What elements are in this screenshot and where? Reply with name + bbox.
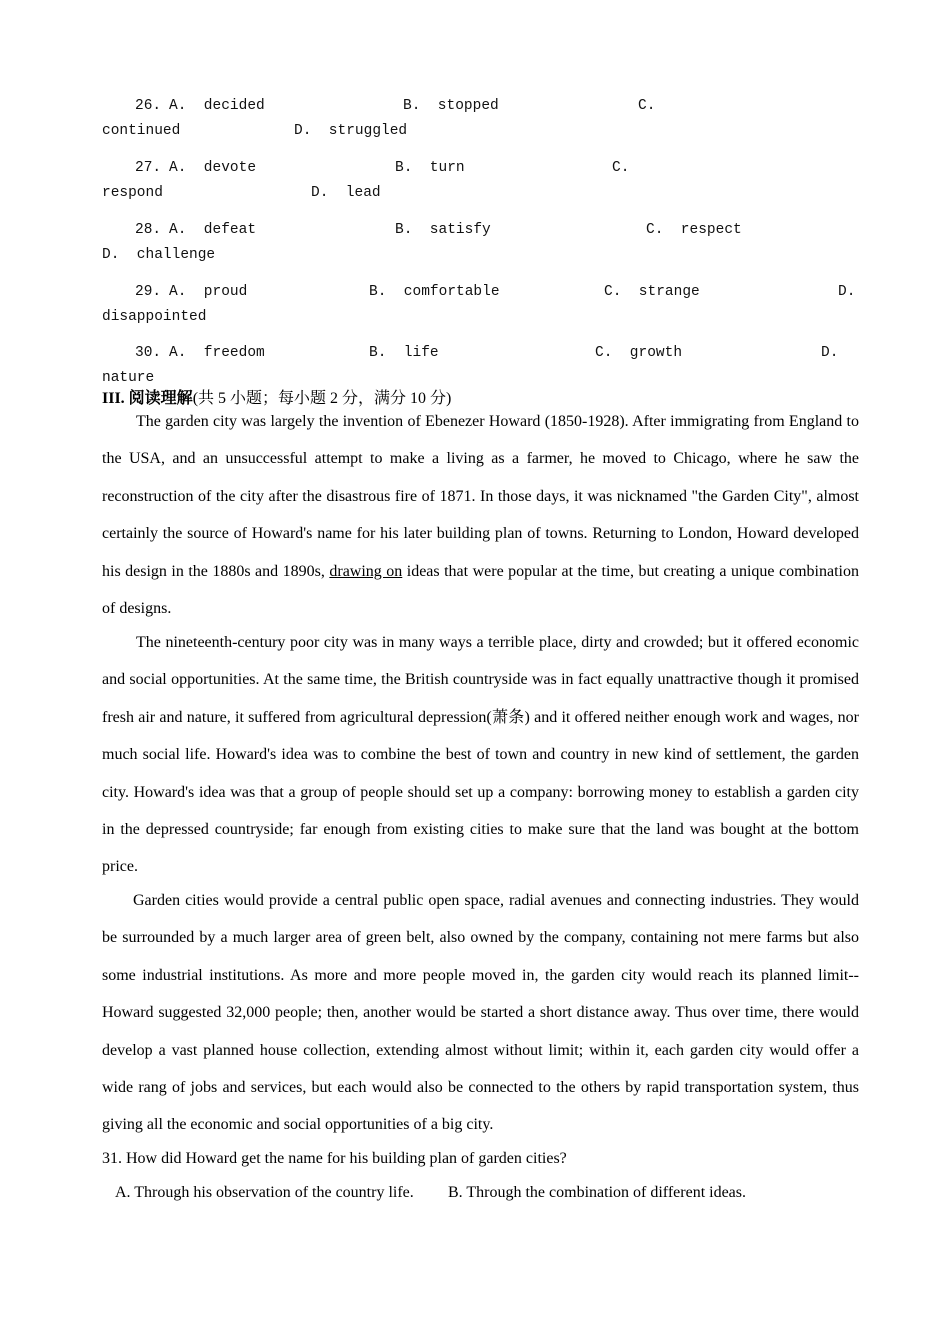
cloze-item-29: [102, 280, 862, 330]
option-c-label: C.: [638, 98, 656, 114]
option-a: A. proud: [169, 284, 248, 300]
option-c: C. respect: [646, 222, 742, 238]
item-number: 27.: [135, 160, 162, 176]
question-31-option-b: B. Through the combination of different ideas.: [448, 1184, 747, 1201]
option-d-label: D.: [821, 345, 839, 361]
option-b: B. satisfy: [395, 222, 491, 238]
passage-paragraph-3: [102, 882, 859, 1144]
option-a: A. freedom: [169, 345, 265, 361]
question-31-stem: 31. How did Howard get the name for his building plan of garden cities?: [102, 1150, 567, 1167]
cloze-item-28: [102, 218, 862, 268]
option-d: D. lead: [311, 185, 381, 201]
paragraph-1-text-start: The garden city was largely the invention of Ebenezer Howard (1850-1928). After immigrating from England to the USA, and an unsuccessful attempt to make a living as a farmer, he moved to Chicago, where he saw the reconstruction of the city after the disastrous fire of 1871. In those days, it was nicknamed "the Garden City", almost certainly the source of Howard's name for his later building plan of towns. Returning to London, Howard developed his design in the 1880s and 1890s,: [102, 413, 859, 580]
option-d-label: D.: [838, 284, 856, 300]
option-d: D. struggled: [294, 123, 408, 139]
paragraph-1-text-end: ideas that were popular at the time, but creating a unique combination of designs.: [102, 562, 859, 618]
item-number: 26.: [135, 98, 162, 114]
cloze-item-30: [102, 341, 862, 391]
section-title-bold: III. 阅读理解: [102, 390, 193, 407]
option-d-word: disappointed: [102, 309, 207, 325]
option-b: B. turn: [395, 160, 465, 176]
passage-paragraph-2: [102, 624, 859, 886]
option-c: C. growth: [595, 345, 683, 361]
option-a: A. defeat: [169, 222, 257, 238]
section-title-note: (共 5 小题；每小题 2 分，满分 10 分): [192, 390, 452, 407]
item-number: 28.: [135, 222, 162, 238]
item-number: 29.: [135, 284, 162, 300]
underlined-phrase: drawing on: [329, 562, 403, 580]
question-31-option-a: A. Through his observation of the country life.: [115, 1184, 414, 1201]
option-a: A. devote: [169, 160, 257, 176]
option-c: C. strange: [604, 284, 700, 300]
option-b: B. life: [369, 345, 439, 361]
cloze-item-26: [102, 94, 862, 144]
passage-paragraph-1: [102, 403, 859, 627]
paragraph-2-text: The nineteenth-century poor city was in many ways a terrible place, dirty and crowded; but it offered economic and social opportunities. At the same time, the British countryside was in fact equally unattractive though it promised fresh air and nature, it suffered from agricultural depression(萧条) and it offered neither enough work and wages, nor much social life. Howard's idea was to combine the best of town and country in new kind of settlement, the garden city. Howard's idea was that a group of people should set up a company: borrowing money to establish a garden city in the depressed countryside; far enough from existing cities to make sure that the land was bought at the bottom price.: [102, 634, 859, 876]
option-d: D. challenge: [102, 247, 216, 263]
paragraph-3-text: Garden cities would provide a central public open space, radial avenues and connecting industries. They would be surrounded by a much larger area of green belt, also owned by the company, containing not mere farms but also some industrial institutions. As more and more people moved in, the garden city would reach its planned limit--Howard suggested 32,000 people; then, another would be started a short distance away. Thus over time, there would develop a vast planned house collection, extending almost without limit; within it, each garden city would offer a wide rang of jobs and services, but each would also be connected to the others by rapid transportation system, thus giving all the economic and social opportunities of a big city.: [102, 892, 859, 1134]
option-b: B. stopped: [403, 98, 499, 114]
cloze-item-27: [102, 156, 862, 206]
item-number: 30.: [135, 345, 162, 361]
option-c-word: respond: [102, 185, 163, 201]
option-a: A. decided: [169, 98, 265, 114]
option-c-label: C.: [612, 160, 630, 176]
option-c-word: continued: [102, 123, 181, 139]
option-d-word: nature: [102, 370, 155, 386]
option-b: B. comfortable: [369, 284, 500, 300]
